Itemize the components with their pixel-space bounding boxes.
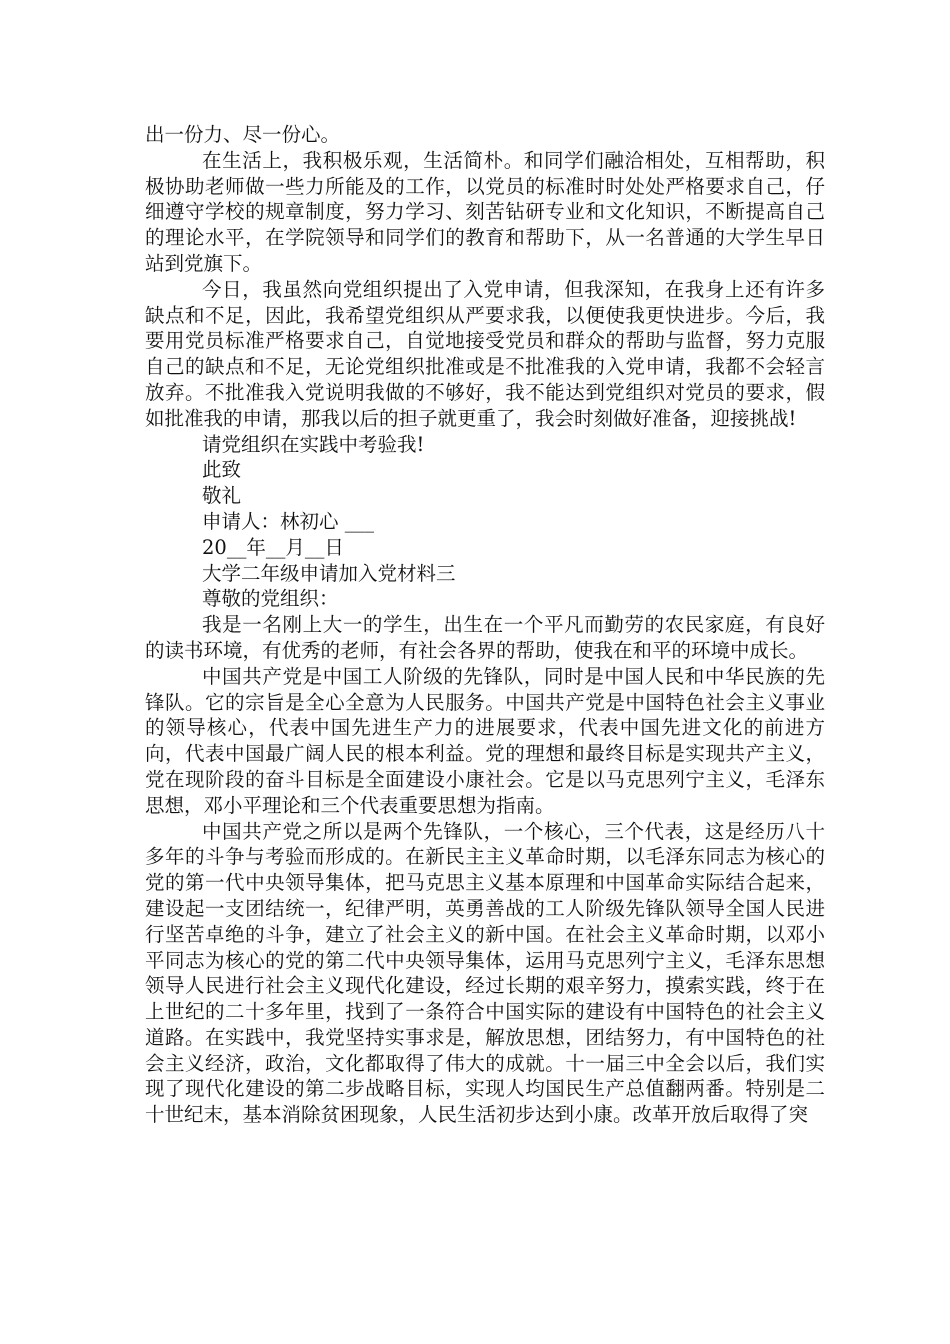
paragraph-request: 请党组织在实践中考验我!	[202, 432, 425, 456]
applicant-line: 申请人：林初心 ___	[202, 509, 374, 533]
date-line: 20__年__月__日	[202, 535, 344, 559]
paragraph-life: 在生活上，我积极乐观，生活简朴。和同学们融洽相处，互相帮助，积极协助老师做一些力所能及的工作，以党员的标准时时处处严格要求自己，仔细遵守学校的规章制度，努力学习、刻苦钻研专业和文化知识，不断提高自己的理论水平，在学院领导和同学们的教育和帮助下，从一名普通的大学生早日站到党旗下。	[145, 148, 825, 275]
closing-regards: 敬礼	[202, 484, 242, 508]
paragraph-application: 今日，我虽然向党组织提出了入党申请，但我深知，在我身上还有许多缺点和不足，因此，我希望党组织从严要求我，以便使我更快进步。今后，我要用党员标准严格要求自己，自觉地接受党员和群众的帮助与监督，努力克服自己的缺点和不足，无论党组织批准或是不批准我的入党申请，我都不会轻言放弃。不批准我入党说明我做的不够好，我不能达到党组织对党员的要求，假如批准我的申请，那我以后的担子就更重了，我会时刻做好准备，迎接挑战!	[145, 277, 825, 430]
paragraph-continuation: 出一份力、尽一份心。	[145, 123, 341, 146]
section-title: 大学二年级申请加入党材料三	[202, 561, 456, 585]
salutation: 尊敬的党组织：	[202, 587, 339, 611]
closing-salutation: 此致	[202, 458, 242, 482]
paragraph-party-nature: 中国共产党是中国工人阶级的先锋队，同时是中国人民和中华民族的先锋队。它的宗旨是全心全意为人民服务。中国共产党是中国特色社会主义事业的领导核心，代表中国先进生产力的进展要求，代表中国先进文化的前进方向，代表中国最广阔人民的根本利益。党的理想和最终目标是实现共产主义，党在现阶段的奋斗目标是全面建设小康社会。它是以马克思列宁主义，毛泽东思想，邓小平理论和三个代表重要思想为指南。	[145, 664, 825, 817]
paragraph-introduction: 我是一名刚上大一的学生，出生在一个平凡而勤劳的农民家庭，有良好的读书环境，有优秀的老师，有社会各界的帮助，使我在和平的环境中成长。	[145, 613, 825, 662]
paragraph-party-history: 中国共产党之所以是两个先锋队，一个核心，三个代表，这是经历八十多年的斗争与考验而形成的。在新民主主义革命时期，以毛泽东同志为核心的党的第一代中央领导集体，把马克思主义基本原理和中国革命实际结合起来，建设起一支团结统一，纪律严明，英勇善战的工人阶级先锋队领导全国人民进行坚苦卓绝的斗争，建立了社会主义的新中国。在社会主义革命时期，以邓小平同志为核心的党的第二代中央领导集体，运用马克思列宁主义，毛泽东思想领导人民进行社会主义现代化建设，经过长期的艰辛努力，摸索实践，终于在上世纪的二十多年里，找到了一条符合中国实际的建设有中国特色的社会主义道路。在实践中，我党坚持实事求是，解放思想，团结努力，有中国特色的社会主义经济，政治，文化都取得了伟大的成就。十一届三中全会以后，我们实现了现代化建设的第二步战略目标，实现人均国民生产总值翻两番。特别是二十世纪末，基本消除贫困现象，人民生活初步达到小康。改革开放后取得了突	[145, 819, 825, 1127]
document-body	[145, 122, 825, 1128]
